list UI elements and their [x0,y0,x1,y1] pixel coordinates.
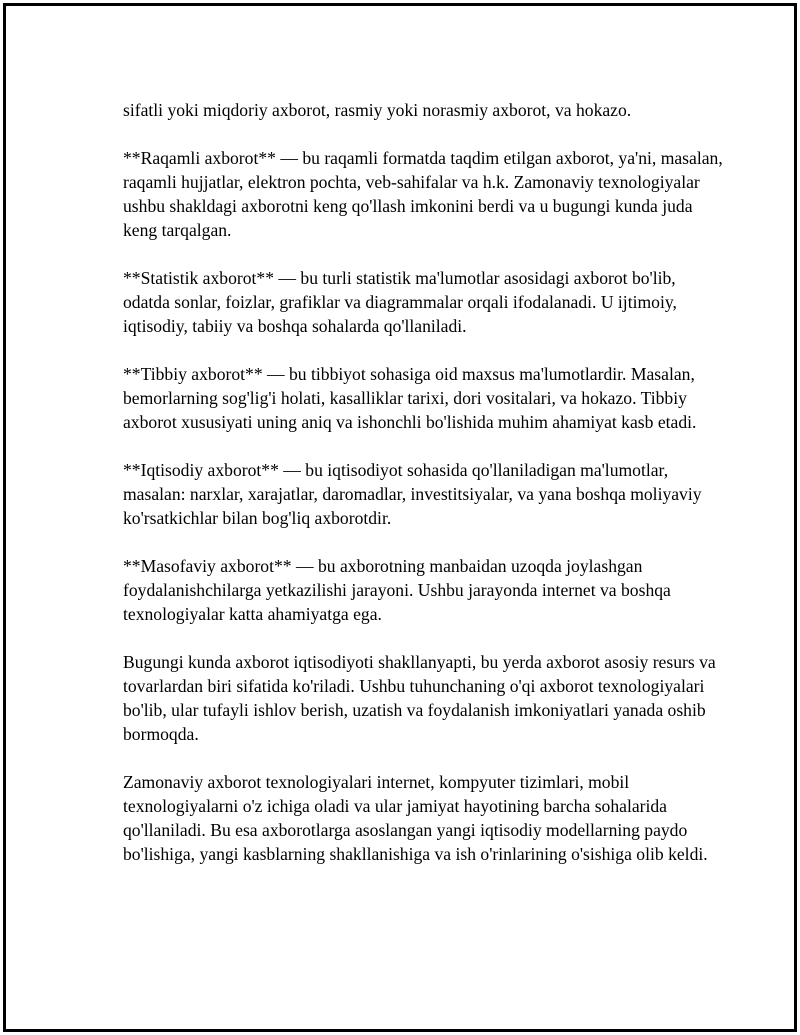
paragraph-statistik-axborot: **Statistik axborot** — bu turli statistik ma'lumotlar asosidagi axborot bo'lib, odatda sonlar, foizlar, grafiklar va diagrammalar orqali ifodalanadi. U ijtimoiy, iqtisodiy, tabiiy va boshqa sohalarda qo'llaniladi. [123,268,677,336]
paragraph-continuation: sifatli yoki miqdoriy axborot, rasmiy yoki norasmiy axborot, va hokazo. [123,100,632,120]
paragraph-iqtisodiy-axborot: **Iqtisodiy axborot** — bu iqtisodiyot sohasida qo'llaniladigan ma'lumotlar, masalan: narxlar, xarajatlar, daromadlar, investitsiyalar, va yana boshqa moliyaviy ko'rsatkichlar bilan bog'liq axborotdir. [123,460,702,528]
page-body [123,98,723,890]
page-frame [3,3,797,1032]
paragraph-tibbiy-axborot: **Tibbiy axborot** — bu tibbiyot sohasiga oid maxsus ma'lumotlardir. Masalan, bemorlarning sog'lig'i holati, kasalliklar tarixi, dori vositalari, va hokazo. Tibbiy axborot xususiyati uning aniq va ishonchli bo'lishida muhim ahamiyat kasb etadi. [123,364,697,432]
paragraph-axborot-iqtisodiyoti: Bugungi kunda axborot iqtisodiyoti shakllanyapti, bu yerda axborot asosiy resurs va tovarlardan biri sifatida ko'riladi. Ushbu tuhunchaning o'qi axborot texnologiyalari bo'lib, ular tufayli ishlov berish, uzatish va foydalanish imkoniyatlari yanada oshib bormoqda. [123,652,716,744]
paragraph-zamonaviy-texnologiyalar: Zamonaviy axborot texnologiyalari internet, kompyuter tizimlari, mobil texnologiyalarni o'z ichiga oladi va ular jamiyat hayotining barcha sohalarida qo'llaniladi. Bu esa axborotlarga asoslangan yangi iqtisodiy modellarning paydo bo'lishiga, yangi kasblarning shakllanishiga va ish o'rinlarining o'sishiga olib keldi. [123,772,708,864]
paragraph-masofaviy-axborot: **Masofaviy axborot** — bu axborotning manbaidan uzoqda joylashgan foydalanishchilarga yetkazilishi jarayoni. Ushbu jarayonda internet va boshqa texnologiyalar katta ahamiyatga ega. [123,556,671,624]
paragraph-raqamli-axborot: **Raqamli axborot** — bu raqamli formatda taqdim etilgan axborot, ya'ni, masalan, raqamli hujjatlar, elektron pochta, veb-sahifalar va h.k. Zamonaviy texnologiyalar ushbu shakldagi axborotni keng qo'llash imkonini berdi va u bugungi kunda juda keng tarqalgan. [123,148,723,240]
